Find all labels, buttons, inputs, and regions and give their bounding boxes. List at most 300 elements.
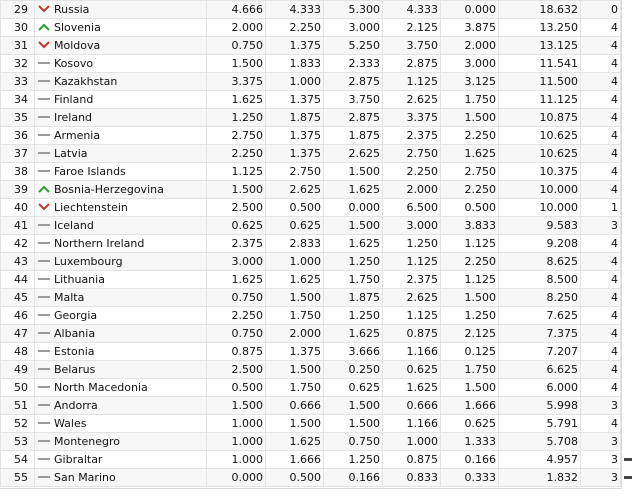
country-cell	[35, 433, 207, 451]
score-cell: 1.625	[383, 379, 441, 397]
table-row	[1, 163, 621, 181]
scrollbar-marker	[624, 458, 632, 461]
score-cell: 0.166	[441, 451, 499, 469]
count-cell: 4	[581, 343, 621, 361]
count-cell: 3	[581, 397, 621, 415]
score-cell: 2.333	[324, 55, 383, 73]
total-cell: 11.125	[499, 91, 581, 109]
country-name: Lithuania	[54, 273, 105, 286]
rank-cell: 33	[1, 73, 35, 91]
country-name: Luxembourg	[54, 255, 123, 268]
country-cell	[35, 1, 207, 19]
table-row	[1, 289, 621, 307]
score-cell: 0.666	[383, 397, 441, 415]
count-cell: 4	[581, 91, 621, 109]
count-cell: 4	[581, 127, 621, 145]
score-cell: 0.000	[324, 199, 383, 217]
total-cell: 5.791	[499, 415, 581, 433]
score-cell: 1.625	[324, 325, 383, 343]
country-name: Iceland	[54, 219, 94, 232]
score-cell: 1.875	[266, 109, 324, 127]
score-cell: 3.000	[383, 217, 441, 235]
country-cell	[35, 397, 207, 415]
country-cell	[35, 325, 207, 343]
count-cell: 3	[581, 469, 621, 487]
rank-cell: 43	[1, 253, 35, 271]
score-cell: 2.375	[207, 235, 266, 253]
score-cell: 3.000	[324, 19, 383, 37]
rank-cell: 55	[1, 469, 35, 487]
country-cell	[35, 55, 207, 73]
table-body	[1, 1, 621, 487]
count-cell: 4	[581, 145, 621, 163]
score-cell: 5.300	[324, 1, 383, 19]
trend-down-icon	[37, 4, 51, 14]
score-cell: 2.125	[441, 325, 499, 343]
country-cell	[35, 415, 207, 433]
score-cell: 1.500	[324, 163, 383, 181]
trend-down-icon	[37, 40, 51, 50]
country-name: North Macedonia	[54, 381, 148, 394]
count-cell: 3	[581, 433, 621, 451]
country-cell	[35, 469, 207, 487]
country-name: Russia	[54, 3, 90, 16]
score-cell: 2.750	[441, 163, 499, 181]
country-name: San Marino	[54, 471, 116, 484]
score-cell: 1.166	[383, 343, 441, 361]
total-cell: 6.625	[499, 361, 581, 379]
country-cell	[35, 127, 207, 145]
country-name: Latvia	[54, 147, 88, 160]
rank-cell: 46	[1, 307, 35, 325]
trend-same-icon	[37, 94, 51, 104]
trend-same-icon	[37, 454, 51, 464]
score-cell: 1.750	[266, 307, 324, 325]
score-cell: 1.500	[324, 415, 383, 433]
score-cell: 2.625	[383, 91, 441, 109]
table-row	[1, 415, 621, 433]
table-row	[1, 307, 621, 325]
score-cell: 1.375	[266, 145, 324, 163]
score-cell: 6.500	[383, 199, 441, 217]
count-cell: 4	[581, 181, 621, 199]
table-row	[1, 19, 621, 37]
score-cell: 0.625	[383, 361, 441, 379]
score-cell: 1.250	[324, 451, 383, 469]
score-cell: 3.000	[207, 253, 266, 271]
score-cell: 1.500	[441, 379, 499, 397]
table-row	[1, 343, 621, 361]
total-cell: 18.632	[499, 1, 581, 19]
country-name: Finland	[54, 93, 94, 106]
score-cell: 1.625	[441, 145, 499, 163]
country-name: Kazakhstan	[54, 75, 118, 88]
score-cell: 5.250	[324, 37, 383, 55]
score-cell: 1.750	[441, 361, 499, 379]
score-cell: 1.625	[207, 271, 266, 289]
score-cell: 1.500	[441, 289, 499, 307]
count-cell: 1	[581, 199, 621, 217]
score-cell: 1.750	[266, 379, 324, 397]
country-name: Malta	[54, 291, 85, 304]
score-cell: 2.750	[383, 145, 441, 163]
table-row	[1, 271, 621, 289]
country-name: Estonia	[54, 345, 95, 358]
total-cell: 4.957	[499, 451, 581, 469]
score-cell: 0.750	[207, 289, 266, 307]
score-cell: 0.250	[324, 361, 383, 379]
rank-cell: 52	[1, 415, 35, 433]
total-cell: 9.208	[499, 235, 581, 253]
trend-same-icon	[37, 400, 51, 410]
country-cell	[35, 271, 207, 289]
score-cell: 1.750	[441, 91, 499, 109]
score-cell: 2.875	[324, 109, 383, 127]
score-cell: 0.500	[266, 469, 324, 487]
count-cell: 4	[581, 253, 621, 271]
table-row	[1, 1, 621, 19]
country-cell	[35, 253, 207, 271]
total-cell: 13.125	[499, 37, 581, 55]
total-cell: 8.250	[499, 289, 581, 307]
table-row	[1, 199, 621, 217]
country-name: Gibraltar	[54, 453, 103, 466]
country-cell	[35, 217, 207, 235]
score-cell: 1.666	[266, 451, 324, 469]
count-cell: 4	[581, 271, 621, 289]
count-cell: 4	[581, 55, 621, 73]
score-cell: 2.000	[266, 325, 324, 343]
score-cell: 1.500	[266, 415, 324, 433]
score-cell: 3.000	[441, 55, 499, 73]
count-cell: 4	[581, 235, 621, 253]
country-name: Belarus	[54, 363, 96, 376]
score-cell: 1.500	[207, 181, 266, 199]
table-row	[1, 361, 621, 379]
country-cell	[35, 73, 207, 91]
score-cell: 1.166	[383, 415, 441, 433]
score-cell: 4.666	[207, 1, 266, 19]
rank-cell: 32	[1, 55, 35, 73]
score-cell: 1.666	[441, 397, 499, 415]
score-cell: 0.333	[441, 469, 499, 487]
score-cell: 1.500	[266, 289, 324, 307]
score-cell: 1.125	[441, 235, 499, 253]
score-cell: 2.375	[383, 127, 441, 145]
country-name: Moldova	[54, 39, 101, 52]
score-cell: 1.000	[207, 433, 266, 451]
score-cell: 1.375	[266, 91, 324, 109]
rank-cell: 31	[1, 37, 35, 55]
score-cell: 1.125	[383, 253, 441, 271]
score-cell: 1.375	[266, 343, 324, 361]
score-cell: 2.125	[383, 19, 441, 37]
score-cell: 1.875	[324, 127, 383, 145]
score-cell: 1.125	[207, 163, 266, 181]
score-cell: 0.625	[324, 379, 383, 397]
count-cell: 0	[581, 1, 621, 19]
score-cell: 2.875	[324, 73, 383, 91]
score-cell: 0.000	[207, 469, 266, 487]
country-cell	[35, 145, 207, 163]
total-cell: 10.000	[499, 181, 581, 199]
total-cell: 10.625	[499, 127, 581, 145]
rank-cell: 48	[1, 343, 35, 361]
table-row	[1, 325, 621, 343]
total-cell: 11.541	[499, 55, 581, 73]
country-name: Wales	[54, 417, 87, 430]
country-name: Northern Ireland	[54, 237, 145, 250]
rank-cell: 44	[1, 271, 35, 289]
count-cell: 4	[581, 289, 621, 307]
score-cell: 3.750	[324, 91, 383, 109]
score-cell: 1.000	[207, 415, 266, 433]
table-row	[1, 433, 621, 451]
rank-cell: 50	[1, 379, 35, 397]
country-cell	[35, 19, 207, 37]
score-cell: 1.000	[266, 73, 324, 91]
score-cell: 2.500	[207, 199, 266, 217]
trend-same-icon	[37, 382, 51, 392]
trend-same-icon	[37, 58, 51, 68]
table-row	[1, 253, 621, 271]
country-name: Liechtenstein	[54, 201, 128, 214]
count-cell: 4	[581, 37, 621, 55]
trend-same-icon	[37, 274, 51, 284]
country-cell	[35, 37, 207, 55]
table-row	[1, 37, 621, 55]
score-cell: 2.750	[266, 163, 324, 181]
score-cell: 1.500	[441, 109, 499, 127]
trend-same-icon	[37, 436, 51, 446]
rank-cell: 47	[1, 325, 35, 343]
table-row	[1, 145, 621, 163]
rank-cell: 45	[1, 289, 35, 307]
country-name: Slovenia	[54, 21, 101, 34]
country-cell	[35, 235, 207, 253]
total-cell: 1.832	[499, 469, 581, 487]
country-cell	[35, 109, 207, 127]
score-cell: 1.500	[324, 397, 383, 415]
score-cell: 1.000	[383, 433, 441, 451]
country-cell	[35, 163, 207, 181]
country-name: Armenia	[54, 129, 101, 142]
trend-same-icon	[37, 418, 51, 428]
table-row	[1, 181, 621, 199]
score-cell: 1.500	[207, 397, 266, 415]
country-name: Faroe Islands	[54, 165, 126, 178]
total-cell: 11.500	[499, 73, 581, 91]
score-cell: 0.750	[324, 433, 383, 451]
rank-cell: 41	[1, 217, 35, 235]
trend-same-icon	[37, 256, 51, 266]
score-cell: 1.250	[207, 109, 266, 127]
score-cell: 2.750	[207, 127, 266, 145]
rank-cell: 39	[1, 181, 35, 199]
trend-same-icon	[37, 220, 51, 230]
count-cell: 4	[581, 73, 621, 91]
score-cell: 0.875	[383, 325, 441, 343]
score-cell: 1.625	[324, 181, 383, 199]
score-cell: 1.833	[266, 55, 324, 73]
rank-cell: 54	[1, 451, 35, 469]
score-cell: 4.333	[383, 1, 441, 19]
country-name: Bosnia-Herzegovina	[54, 183, 164, 196]
table-row	[1, 109, 621, 127]
score-cell: 3.125	[441, 73, 499, 91]
score-cell: 0.875	[383, 451, 441, 469]
score-cell: 0.750	[207, 37, 266, 55]
score-cell: 2.375	[383, 271, 441, 289]
score-cell: 1.000	[266, 253, 324, 271]
count-cell: 3	[581, 217, 621, 235]
trend-same-icon	[37, 328, 51, 338]
score-cell: 1.375	[266, 127, 324, 145]
score-cell: 1.125	[383, 73, 441, 91]
score-cell: 2.000	[207, 19, 266, 37]
score-cell: 1.250	[441, 307, 499, 325]
country-cell	[35, 307, 207, 325]
trend-same-icon	[37, 166, 51, 176]
score-cell: 0.625	[266, 217, 324, 235]
score-cell: 1.625	[207, 91, 266, 109]
total-cell: 10.000	[499, 199, 581, 217]
count-cell: 4	[581, 415, 621, 433]
trend-same-icon	[37, 148, 51, 158]
score-cell: 0.500	[266, 199, 324, 217]
table-row	[1, 217, 621, 235]
country-cell	[35, 199, 207, 217]
total-cell: 8.500	[499, 271, 581, 289]
score-cell: 0.125	[441, 343, 499, 361]
table-row	[1, 397, 621, 415]
score-cell: 0.666	[266, 397, 324, 415]
trend-same-icon	[37, 364, 51, 374]
country-name: Andorra	[54, 399, 98, 412]
score-cell: 2.000	[441, 37, 499, 55]
score-cell: 3.875	[441, 19, 499, 37]
rank-cell: 49	[1, 361, 35, 379]
table-row	[1, 235, 621, 253]
score-cell: 1.500	[207, 55, 266, 73]
score-cell: 1.750	[324, 271, 383, 289]
rank-cell: 30	[1, 19, 35, 37]
score-cell: 1.500	[324, 217, 383, 235]
score-cell: 2.625	[266, 181, 324, 199]
rank-cell: 34	[1, 91, 35, 109]
total-cell: 5.708	[499, 433, 581, 451]
country-cell	[35, 451, 207, 469]
score-cell: 1.333	[441, 433, 499, 451]
country-name: Ireland	[54, 111, 93, 124]
rank-cell: 38	[1, 163, 35, 181]
score-cell: 0.625	[207, 217, 266, 235]
rank-cell: 53	[1, 433, 35, 451]
score-cell: 2.250	[441, 181, 499, 199]
trend-same-icon	[37, 112, 51, 122]
table-row	[1, 73, 621, 91]
score-cell: 2.500	[207, 361, 266, 379]
score-cell: 2.250	[441, 253, 499, 271]
score-cell: 2.250	[383, 163, 441, 181]
count-cell: 4	[581, 163, 621, 181]
score-cell: 1.250	[324, 307, 383, 325]
score-cell: 1.625	[324, 235, 383, 253]
table-row	[1, 469, 621, 487]
score-cell: 3.833	[441, 217, 499, 235]
country-cell	[35, 343, 207, 361]
trend-same-icon	[37, 292, 51, 302]
score-cell: 4.333	[266, 1, 324, 19]
country-name: Albania	[54, 327, 96, 340]
score-cell: 2.625	[383, 289, 441, 307]
score-cell: 2.875	[383, 55, 441, 73]
score-cell: 1.875	[324, 289, 383, 307]
total-cell: 8.625	[499, 253, 581, 271]
total-cell: 10.875	[499, 109, 581, 127]
score-cell: 1.125	[383, 307, 441, 325]
score-cell: 2.833	[266, 235, 324, 253]
score-cell: 0.000	[441, 1, 499, 19]
count-cell: 4	[581, 19, 621, 37]
scrollbar-track[interactable]	[622, 0, 632, 496]
score-cell: 3.375	[383, 109, 441, 127]
rank-cell: 36	[1, 127, 35, 145]
total-cell: 9.583	[499, 217, 581, 235]
scrollbar-marker	[624, 476, 632, 479]
score-cell: 0.500	[207, 379, 266, 397]
country-cell	[35, 181, 207, 199]
trend-up-icon	[37, 184, 51, 194]
table-row	[1, 55, 621, 73]
score-cell: 2.625	[324, 145, 383, 163]
country-cell	[35, 379, 207, 397]
table-row	[1, 127, 621, 145]
score-cell: 1.000	[207, 451, 266, 469]
score-cell: 1.125	[441, 271, 499, 289]
score-cell: 2.250	[266, 19, 324, 37]
rank-cell: 40	[1, 199, 35, 217]
trend-same-icon	[37, 238, 51, 248]
score-cell: 1.625	[266, 271, 324, 289]
trend-same-icon	[37, 346, 51, 356]
score-cell: 0.750	[207, 325, 266, 343]
score-cell: 2.000	[383, 181, 441, 199]
score-cell: 1.250	[383, 235, 441, 253]
country-name: Georgia	[54, 309, 98, 322]
trend-same-icon	[37, 472, 51, 482]
trend-up-icon	[37, 22, 51, 32]
score-cell: 0.875	[207, 343, 266, 361]
country-cell	[35, 91, 207, 109]
score-cell: 1.500	[266, 361, 324, 379]
country-name: Montenegro	[54, 435, 121, 448]
score-cell: 0.833	[383, 469, 441, 487]
total-cell: 7.625	[499, 307, 581, 325]
total-cell: 10.375	[499, 163, 581, 181]
total-cell: 13.250	[499, 19, 581, 37]
score-cell: 2.250	[207, 307, 266, 325]
trend-same-icon	[37, 76, 51, 86]
count-cell: 4	[581, 109, 621, 127]
country-cell	[35, 361, 207, 379]
score-cell: 3.666	[324, 343, 383, 361]
trend-down-icon	[37, 202, 51, 212]
trend-same-icon	[37, 310, 51, 320]
count-cell: 3	[581, 451, 621, 469]
rank-cell: 35	[1, 109, 35, 127]
country-cell	[35, 289, 207, 307]
